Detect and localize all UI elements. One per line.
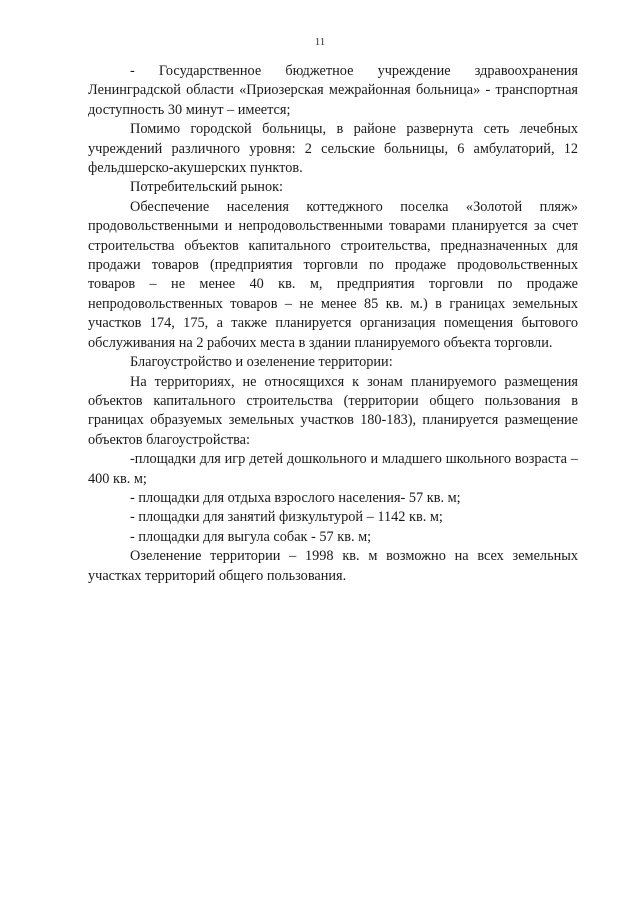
list-item-dog-walking-area: - площадки для выгула собак - 57 кв. м; (130, 528, 372, 545)
page-number: 11 (314, 36, 326, 48)
paragraph-medical-network: Помимо городской больницы, в районе развернута сеть лечебных учреждений различного уровня: 2 сельские больницы, 6 амбулаторий, 12 фельдшерско-акушерских пунктов. (88, 121, 578, 177)
list-item-children-playground: -площадки для игр детей дошкольного и младшего школьного возраста – 400 кв. м; (88, 451, 578, 487)
document-body (88, 62, 578, 586)
list-item-adult-rest-area: - площадки для отдыха взрослого населения- 57 кв. м; (130, 489, 461, 506)
list-item-sports-ground: - площадки для занятий физкультурой – 1142 кв. м; (130, 509, 443, 526)
paragraph-public-territories: На территориях, не относящихся к зонам планируемого размещения объектов капитального строительства (территории общего пользования в границах образуемых земельных участков 180-183), планируется размещение объектов благоустройства: (88, 373, 578, 448)
paragraph-hospital: - Государственное бюджетное учреждение здравоохранения Ленинградской области «Приозерская межрайонная больница» - транспортная доступность 30 минут – имеется; (88, 63, 578, 118)
paragraph-greening: Озеленение территории – 1998 кв. м возможно на всех земельных участках территорий общего пользования. (88, 548, 578, 584)
paragraph-trade-provision: Обеспечение населения коттеджного поселка «Золотой пляж» продовольственными и непродовольственными товарами планируется за счет строительства объектов капитального строительства, предназначенных для продажи товаров (предприятия торговли по продаже продовольственных товаров – не менее 40 кв. м, предприятия торговли по продаже непродовольственных товаров – не менее 85 кв. м.) в границах земельных участков 174, 175, а также планируется организация помещения бытового обслуживания на 2 рабочих места в здании планируемого объекта торговли. (88, 198, 578, 351)
heading-consumer-market: Потребительский рынок: (130, 179, 284, 196)
heading-landscaping: Благоустройство и озеленение территории: (130, 354, 393, 371)
